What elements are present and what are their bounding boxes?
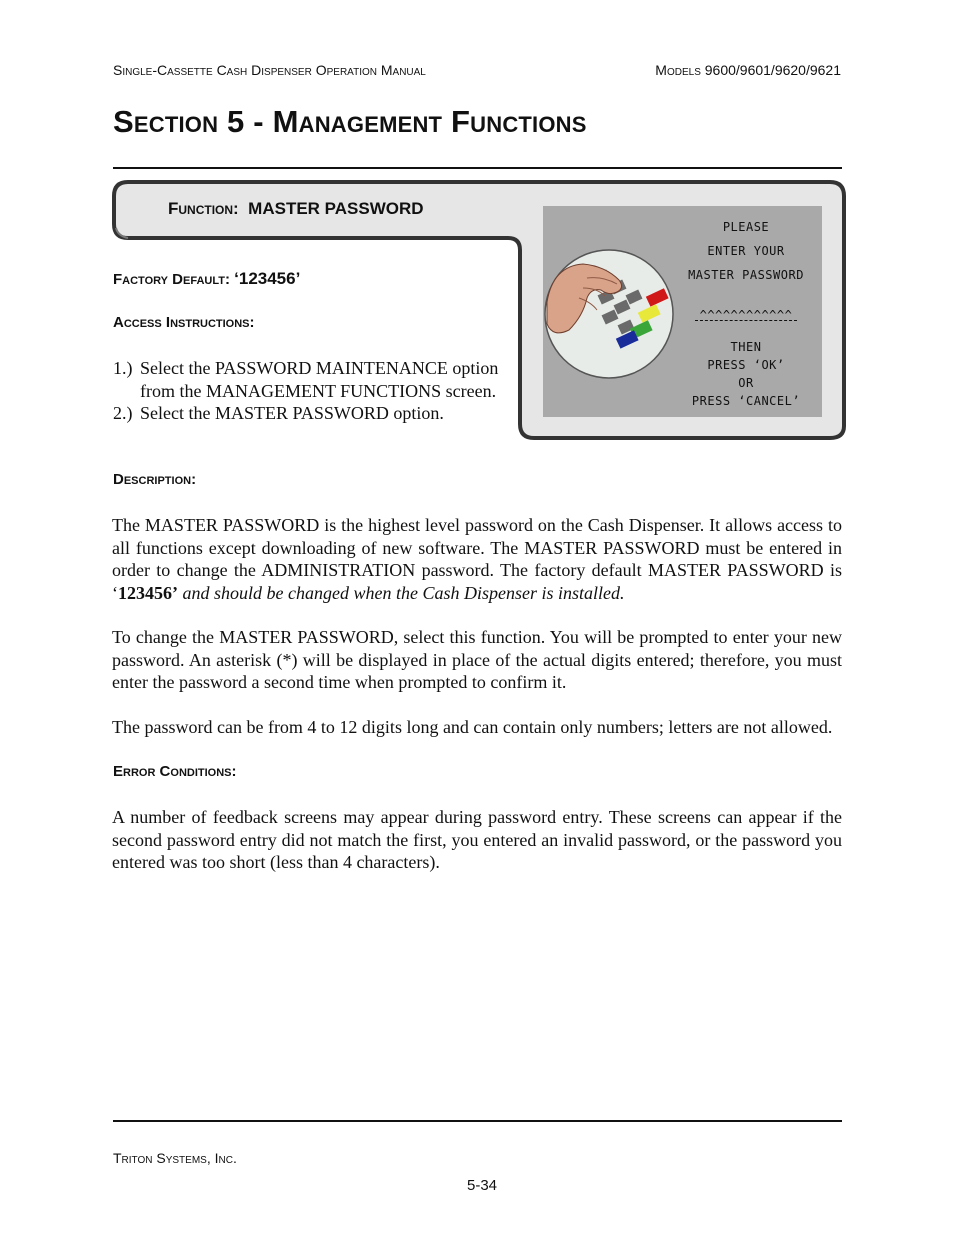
function-name: MASTER PASSWORD — [248, 199, 424, 218]
description-paragraph-1 — [112, 514, 842, 604]
footer-company: Triton Systems, Inc. — [113, 1150, 237, 1166]
title-rule — [113, 167, 842, 169]
description-paragraph-2: To change the MASTER PASSWORD, select this function. You will be prompted to enter your new password. An asterisk (*) will be displayed in place of the actual digits entered; therefore, you must enter the password a second time when prompted to confirm it. — [112, 627, 842, 692]
step-text: Select the PASSWORD MAINTENANCE option from the MANAGEMENT FUNCTIONS screen. — [140, 358, 499, 401]
page-number: 5-34 — [466, 1177, 498, 1194]
list-item — [113, 402, 523, 425]
running-header-right: Models 9600/9601/9620/9621 — [655, 62, 841, 78]
install-note-italic: and should be changed when the Cash Dispenser is installed. — [178, 582, 625, 603]
running-header-left: Single-Cassette Cash Dispenser Operation Manual — [113, 62, 426, 78]
step-number: 2.) — [113, 403, 133, 423]
function-label — [168, 199, 424, 219]
factory-default-label: Factory Default: — [113, 271, 230, 288]
list-item — [113, 357, 523, 402]
atm-line-2: ENTER YOUR — [707, 244, 785, 258]
atm-password-underline — [695, 320, 797, 321]
atm-line-1: PLEASE — [722, 220, 770, 234]
default-password-bold: 123456’ — [118, 582, 178, 603]
step-number: 1.) — [113, 358, 133, 378]
atm-line-then: THEN — [730, 340, 762, 354]
atm-line-3: MASTER PASSWORD — [688, 268, 804, 282]
atm-line-cancel: PRESS ‘CANCEL’ — [691, 394, 801, 408]
function-key: Function: — [168, 199, 239, 218]
factory-default-value: ‘123456’ — [234, 269, 301, 288]
error-conditions-heading: Error Conditions: — [113, 763, 237, 780]
access-steps — [113, 357, 523, 425]
atm-line-ok: PRESS ‘OK’ — [707, 358, 785, 372]
atm-password-field: ^^^^^^^^^^^^ — [699, 308, 793, 322]
step-text: Select the MASTER PASSWORD option. — [140, 403, 444, 423]
access-instructions-heading: Access Instructions: — [113, 314, 255, 331]
description-heading: Description: — [113, 471, 197, 488]
atm-line-or: OR — [738, 376, 754, 390]
description-text: The MASTER PASSWORD is the highest level password on the Cash Dispenser. It allows access to all functions except downloading of new software. The MASTER PASSWORD must be entered in order to change the ADMINISTRATION password. The factory default MASTER PASSWORD is ‘ — [112, 515, 842, 603]
error-conditions-paragraph: A number of feedback screens may appear during password entry. These screens can appear if the second password entry did not match the first, you entered an invalid password, or the password you entered was too short (less than 4 characters). — [112, 807, 842, 872]
description-paragraph-3: The password can be from 4 to 12 digits long and can contain only numbers; letters are not allowed. — [112, 717, 833, 737]
footer-rule — [113, 1120, 842, 1122]
factory-default — [113, 269, 300, 289]
section-title: Section 5 - Management Functions — [113, 104, 587, 139]
